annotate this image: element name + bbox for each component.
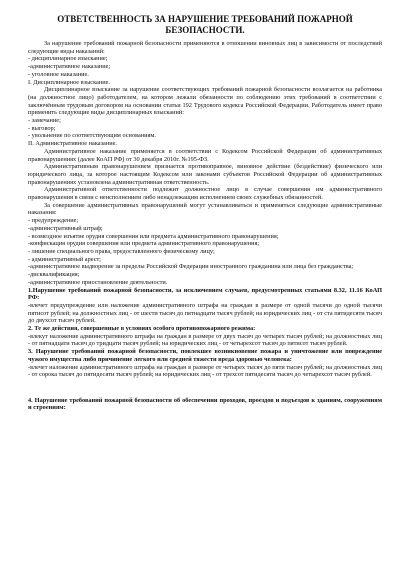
paragraph: Дисциплинарное взыскание за нарушение соответствующих требований пожарной безопасности возлагается на работника (на должностное лицо) работодателем, на котором лежали обязанности по соблюдению этих требований в соответствии с заключённым трудовым договором на основании статьи 192 Трудового кодекса Российской Федерации. Работодатель имеет право применить следующие виды дисциплинарных взысканий: <box>28 86 382 117</box>
paragraph: -административный штраф; <box>28 224 103 232</box>
paragraph: II. Административное наказание. <box>28 140 117 148</box>
paragraph: - административный арест; <box>28 255 101 263</box>
section-heading: 2. Те же действия, совершенные в условиях особого противопожарного режима: <box>28 325 256 333</box>
paragraph: -административное приостановление деятельности. <box>28 278 168 286</box>
paragraph <box>28 385 382 390</box>
paragraph: За совершение административных правонарушений могут устанавливаться и применяться следующие административные наказания: <box>28 201 382 217</box>
section-heading: 3. Нарушение требований пожарной безопасности, повлекшее возникновение пожара и уничтожение или повреждение чужого имущества либо причинение легкого или средней тяжести вреда здоровью человека: <box>28 348 382 363</box>
paragraph: Административным правонарушением признается противоправное, виновное действие (бездействие) физического или юридического лица, за которое настоящим Кодексом или законами субъектов Российской Федерации об административных правонарушениях установлена административная ответственность. <box>28 163 382 186</box>
paragraph: -административное наказание; <box>28 63 111 71</box>
paragraph: -дисквалификация; <box>28 271 80 279</box>
document-body <box>28 40 382 412</box>
title-line-2: БЕЗОПАСНОСТИ. <box>165 24 245 35</box>
paragraph: Административной ответственности подлежит должностное лицо в случае совершения им административного правонарушения в связи с неисполнением либо ненадлежащим исполнением своих служебных обязанностей. <box>28 186 382 202</box>
paragraph: - увольнение по соответствующим основаниям. <box>28 132 156 140</box>
paragraph: - возмездное изъятие орудия совершения или предмета административного правонарушения; <box>28 232 279 240</box>
paragraph: - уголовное наказание. <box>28 70 89 78</box>
paragraph: Административное наказание применяется в соответствии с Кодексом Российской Федерации об административных правонарушениях (далее КоАП РФ) от 30 декабря 2010г. №195-ФЗ. <box>28 147 382 163</box>
title-line-1: ОТВЕТСТВЕННОСТЬ ЗА НАРУШЕНИЕ ТРЕБОВАНИЙ ПОЖАРНОЙ <box>57 14 353 24</box>
paragraph: - предупреждение; <box>28 217 79 225</box>
paragraph: За нарушение требований пожарной безопасности применяются в отношении виновных лиц в зависимости от последствий следующие виды наказаний: <box>28 40 382 55</box>
paragraph: - выговор; <box>28 124 56 132</box>
paragraph: I. Дисциплинарное взыскание. <box>28 78 110 86</box>
paragraph: -административное выдворение за пределы Российской Федерации иностранного гражданина или лица без гражданства; <box>28 263 354 271</box>
paragraph: - лишение специального права, предоставленного физическому лицу; <box>28 247 215 255</box>
paragraph: - дисциплинарное взыскание; <box>28 55 108 63</box>
paragraph: -конфискация орудия совершения или предмета административного правонарушения; <box>28 240 260 248</box>
paragraph: -влечет наложение административного штрафа на граждан в размере от четырех тысяч до пяти тысяч рублей; на должностных лиц - от сорока тысяч до пятидесяти тысяч рублей; на юридических лиц - от трехсот пятидесяти тысяч до четырехсот тысяч рублей. <box>28 363 382 379</box>
paragraph: - замечание; <box>28 117 61 125</box>
section-heading: 4. Нарушение требований пожарной безопасности об обеспечении проходов, проездов и подъездов к зданиям, сооружениям и строениям: <box>28 396 382 412</box>
document-title <box>28 14 382 35</box>
paragraph: -влечет предупреждение или наложение административного штрафа на граждан в размере от одной тысячи до одной тысячи пятисот рублей; на должностных лиц - от шести тысяч до пятнадцати тысяч рублей; на юридических лиц - от ста пятидесяти тысяч до двухсот тысяч рублей. <box>28 301 382 325</box>
paragraph: -влекут наложение административного штрафа на граждан в размере от двух тысяч до четырех тысяч рублей; на должностных лиц - от пятнадцати тысяч до тридцати тысяч рублей; на юридических лиц - от четырехсот тысяч до пятисот тысяч рублей. <box>28 332 382 348</box>
section-heading: 1.Нарушение требований пожарной безопасности, за исключением случаев, предусмотренных статьями 8.32, 11.16 КоАП РФ: <box>28 286 382 302</box>
